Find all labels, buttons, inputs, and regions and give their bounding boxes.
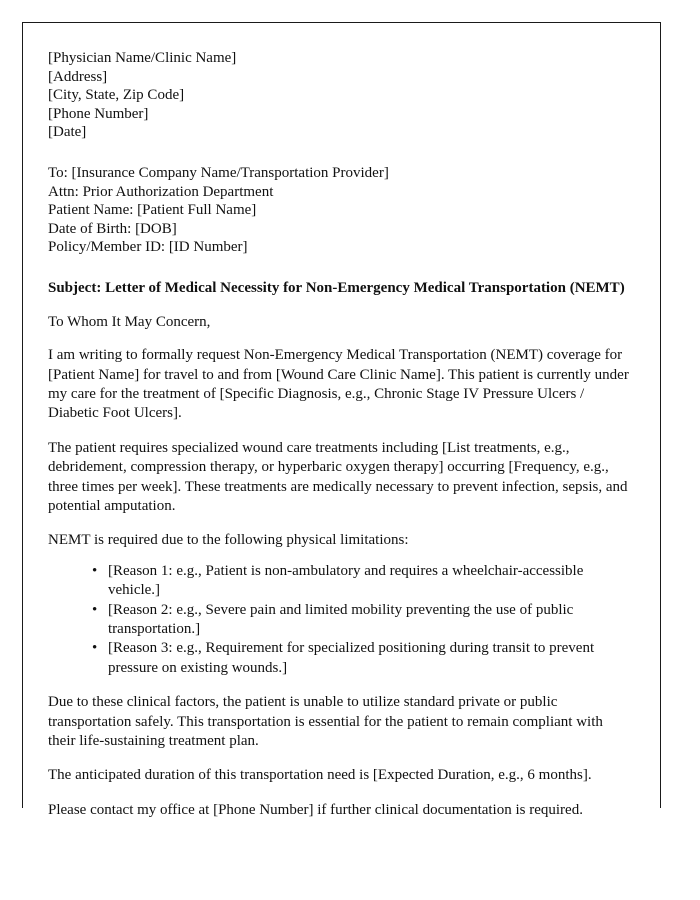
bullet-icon: •	[92, 640, 98, 657]
bullet-icon: •	[92, 562, 98, 579]
recipient-line: To: [Insurance Company Name/Transportation Provider]	[48, 164, 389, 181]
paragraph-request: I am writing to formally request Non-Emergency Medical Transportation (NEMT) coverage for [Patient Name] for travel to and from [Wound Care Clinic Name]. This patient is currently under my care for the treatment of [Specific Diagnosis, e.g., Chronic Stage IV Pressure Ulcers / Diabetic Foot Ulcers].	[48, 347, 629, 422]
paragraph-duration: The anticipated duration of this transportation need is [Expected Duration, e.g., 6 months].	[48, 767, 592, 784]
list-item	[92, 601, 632, 640]
spacer	[48, 424, 632, 439]
salutation: To Whom It May Concern,	[48, 313, 211, 330]
list-item	[92, 562, 632, 601]
spacer	[48, 331, 632, 346]
sender-line: [City, State, Zip Code]	[48, 87, 185, 104]
recipient-line: Policy/Member ID: [ID Number]	[48, 239, 248, 256]
recipient-line: Date of Birth: [DOB]	[48, 220, 177, 237]
recipient-line: Patient Name: [Patient Full Name]	[48, 202, 257, 219]
spacer	[48, 751, 632, 766]
list-item	[92, 639, 632, 678]
sender-line: [Address]	[48, 68, 108, 85]
list-item-label: [Reason 1: e.g., Patient is non-ambulatory and requires a wheelchair-accessible vehicle.]	[108, 562, 584, 599]
bullet-icon: •	[92, 601, 98, 618]
paragraph-contact: Please contact my office at [Phone Number] if further clinical documentation is required.	[48, 801, 583, 818]
sender-line: [Date]	[48, 124, 87, 141]
subject-line: Subject: Letter of Medical Necessity for Non-Emergency Medical Transportation (NEMT)	[48, 279, 625, 296]
document-body	[23, 23, 660, 820]
sender-address-block	[48, 49, 632, 142]
spacer	[48, 257, 632, 279]
reasons-list	[48, 562, 632, 678]
spacer	[48, 298, 632, 313]
document-page	[22, 22, 661, 818]
sender-line: [Phone Number]	[48, 105, 149, 122]
paragraph-treatments: The patient requires specialized wound care treatments including [List treatments, e.g., debridement, compression therapy, or hyperbaric oxygen therapy] occurring [Frequency, e.g., three times per week]. These treatments are medically necessary to prevent infection, sepsis, and potential amputation.	[48, 439, 628, 514]
spacer	[48, 678, 632, 693]
list-item-label: [Reason 2: e.g., Severe pain and limited mobility preventing the use of public transportation.]	[108, 601, 574, 637]
sender-line: [Physician Name/Clinic Name]	[48, 50, 237, 66]
recipient-block	[48, 164, 632, 257]
paragraph-limitations-intro: NEMT is required due to the following physical limitations:	[48, 532, 409, 549]
recipient-line: Attn: Prior Authorization Department	[48, 183, 274, 200]
spacer	[48, 516, 632, 531]
spacer	[48, 551, 632, 562]
spacer	[48, 142, 632, 164]
paragraph-conclusion: Due to these clinical factors, the patient is unable to utilize standard private or public transportation safely. This transportation is essential for the patient to remain compliant with their life-sustaining treatment plan.	[48, 694, 603, 750]
list-item-label: [Reason 3: e.g., Requirement for specialized positioning during transit to prevent pressure on existing wounds.]	[108, 640, 595, 676]
spacer	[48, 786, 632, 801]
